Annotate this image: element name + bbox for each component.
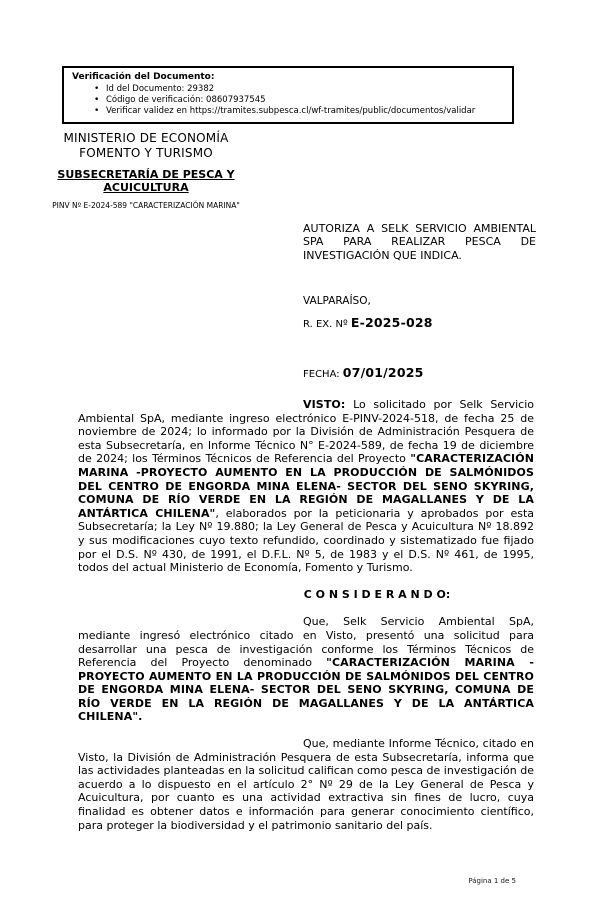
considerando-heading: C O N S I D E R A N D O: (303, 587, 451, 601)
pinv-reference: PINV Nº E-2024-589 "CARACTERIZACIÓN MARINA" (52, 201, 240, 210)
resolution-date-value: 07/01/2025 (342, 365, 424, 380)
resolution-subject: AUTORIZA A SELK SERVICIO AMBIENTAL SPA PARA REALIZAR PESCA DE INVESTIGACIÓN QUE INDICA. (303, 222, 536, 262)
document-body (78, 398, 534, 845)
verification-box (62, 66, 514, 124)
verification-item-document-id: • Id del Documento: 29382 (72, 84, 506, 95)
letterhead (38, 131, 254, 211)
subsecretaria-title: SUBSECRETARÍA DE PESCA Y ACUICULTURA (57, 168, 235, 194)
ministry-name (38, 131, 254, 160)
page-number: Página 1 de 5 (468, 877, 516, 885)
verification-item-code: • Código de verificación: 08607937545 (72, 95, 506, 106)
resolution-date-label: FECHA: (303, 369, 343, 380)
verification-title: Verificación del Documento: (72, 72, 215, 82)
considerando-1-project-title: "CARACTERIZACIÓN MARINA - PROYECTO AUMENTO EN LA PRODUCCIÓN DE SALMÓNIDOS DEL CENTRO DE ENGORDA MINA ELENA- SECTOR DEL SENO SKYRING, COMUNA DE RÍO VERDE EN LA REGIÓN DE MAGALLANES Y DE LA ANTÁRTICA CHILENA". (78, 656, 534, 724)
verification-list (72, 84, 506, 117)
visto-text-2: , elaborados por la peticionaria y aprobados por esta Subsecretaría; la Ley Nº 19.880; la Ley General de Pesca y Acuicultura Nº 18.892 y sus modificaciones cuyo texto refundido, coordinado y sistematizado fue fijado por el D.S. Nº 430, de 1991, el D.F.L. Nº 5, de 1983 y el D.S. Nº 461, de 1995, todos del actual Ministerio de Economía, Fomento y Turismo. (78, 506, 535, 575)
resolution-number-line (303, 315, 433, 330)
ministry-name-line1: MINISTERIO DE ECONOMÍA (63, 131, 229, 145)
resolution-date-line (303, 365, 424, 380)
considerando-1-text: Que, Selk Servicio Ambiental SpA, mediante ingresó electrónico citado en Visto, presentó una solicitud para desarrollar una pesca de investigación conforme los Términos Técnicos de Referencia del Proyecto denominado (78, 615, 534, 670)
visto-text-1: Lo solicitado por Selk Servicio Ambiental SpA, mediante ingreso electrónico E-PINV-2024-518, de fecha 25 de noviembre de 2024; lo informado por la División de Administración Pesquera de esta Subsecretaría, en Informe Técnico N° E-2024-589, de fecha 19 de diciembre de 2024; los Términos Técnicos de Referencia del Proyecto (78, 398, 534, 466)
considerando-paragraph-2: Que, mediante Informe Técnico, citado en Visto, la División de Administración Pesquera de esta Subsecretaría, informa que las actividades planteadas en la solicitud califican como pesca de investigación de acuerdo a lo dispuesto en el artículo 2° Nº 29 de la Ley General de Pesca y Acuicultura, por cuanto es una actividad extractiva sin fines de lucro, cuya finalidad es obtener datos e información para generar conocimiento científico, para proteger la biodiversidad y el patrimonio sanitario del país. (78, 737, 534, 832)
ministry-name-line2: FOMENTO Y TURISMO (79, 145, 213, 160)
visto-paragraph (78, 398, 534, 575)
considerando-paragraph-1 (78, 615, 534, 724)
visto-project-title: "CARACTERIZACIÓN MARINA -PROYECTO AUMENTO EN LA PRODUCCIÓN DE SALMÓNIDOS DEL CENTRO DE ENGORDA MINA ELENA- SECTOR DEL SENO SKYRING, COMUNA DE RÍO VERDE EN LA REGIÓN DE MAGALLANES Y DE LA ANTÁRTICA CHILENA" (78, 452, 534, 520)
resolution-number-value: E-2025-028 (350, 315, 433, 330)
resolution-number-label: R. EX. Nº (303, 319, 351, 330)
city-line: VALPARAÍSO, (303, 295, 371, 307)
verification-item-url: • Verificar validez en https://tramites.subpesca.cl/wf-tramites/public/documentos/validar (72, 106, 506, 117)
visto-label: VISTO: (303, 398, 346, 411)
